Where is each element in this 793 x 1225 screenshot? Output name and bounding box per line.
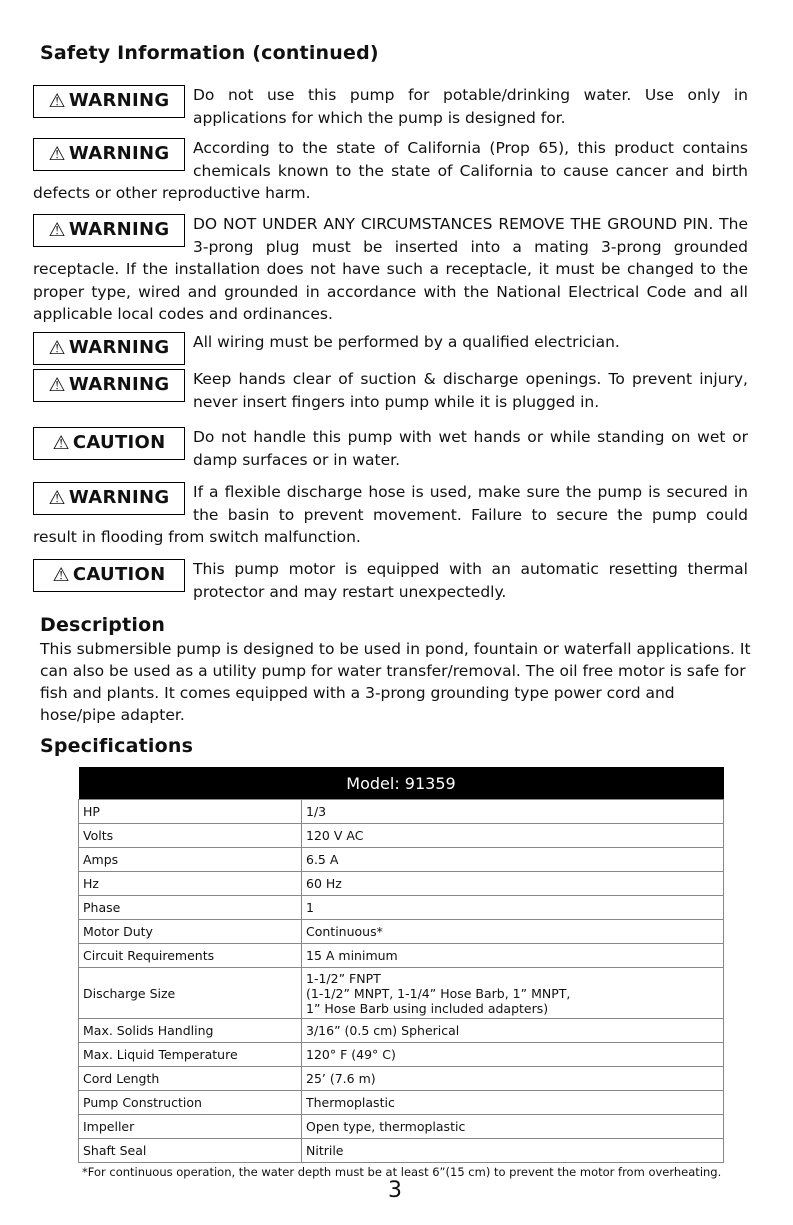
warning-flexible-hose — [33, 481, 748, 549]
spec-label: Amps — [79, 848, 302, 872]
notice-text: According to the state of California (Prop 65), this product contains chemicals known to the state of California to cause cancer and birth defects or other reproductive harm. — [33, 139, 748, 202]
table-row — [79, 944, 724, 968]
notice-text: All wiring must be performed by a qualified electrician. — [193, 333, 620, 351]
table-row — [79, 1019, 724, 1043]
table-row — [79, 896, 724, 920]
warning-triangle-icon: ⚠ — [48, 487, 66, 509]
caution-thermal-protector — [33, 558, 748, 603]
table-row — [79, 872, 724, 896]
warning-triangle-icon: ⚠ — [48, 143, 66, 165]
table-row — [79, 800, 724, 824]
warning-prop-65 — [33, 137, 748, 205]
warning-triangle-icon: ⚠ — [52, 564, 70, 586]
warning-badge: ⚠ WARNING — [33, 214, 185, 247]
table-row — [79, 824, 724, 848]
table-row — [79, 1091, 724, 1115]
notice-text: Keep hands clear of suction & discharge openings. To prevent injury, never insert fingers into pump while it is plugged in. — [193, 370, 748, 411]
warning-triangle-icon: ⚠ — [52, 432, 70, 454]
spec-value: 1 — [302, 896, 724, 920]
warning-badge: ⚠ WARNING — [33, 369, 185, 402]
spec-value-line: (1-1/2” MNPT, 1-1/4” Hose Barb, 1” MNPT, — [306, 985, 571, 1001]
notice-text: This pump motor is equipped with an automatic resetting thermal protector and may restart unexpectedly. — [193, 560, 748, 601]
table-row — [79, 920, 724, 944]
spec-value — [302, 968, 724, 1019]
footnote: *For continuous operation, the water depth must be at least 6”(15 cm) to prevent the motor from overheating. — [82, 1165, 722, 1179]
warning-badge: ⚠ WARNING — [33, 138, 185, 171]
spec-value: 25’ (7.6 m) — [302, 1067, 724, 1091]
spec-label: Discharge Size — [79, 968, 302, 1019]
warning-potable-water — [33, 84, 748, 129]
table-row — [79, 1043, 724, 1067]
safety-heading: Safety Information (continued) — [40, 42, 379, 64]
warning-triangle-icon: ⚠ — [48, 219, 66, 241]
spec-value: 60 Hz — [302, 872, 724, 896]
table-row — [79, 968, 724, 1019]
spec-label: Phase — [79, 896, 302, 920]
spec-value: Thermoplastic — [302, 1091, 724, 1115]
table-row — [79, 1139, 724, 1163]
warning-ground-pin — [33, 213, 748, 326]
notice-text: Do not handle this pump with wet hands or while standing on wet or damp surfaces or in water. — [193, 428, 748, 469]
spec-label: HP — [79, 800, 302, 824]
description-heading: Description — [40, 614, 166, 636]
spec-label: Max. Liquid Temperature — [79, 1043, 302, 1067]
page-number: 3 — [388, 1178, 402, 1203]
specifications-table — [78, 767, 724, 1163]
spec-value: Nitrile — [302, 1139, 724, 1163]
spec-value: 15 A minimum — [302, 944, 724, 968]
spec-value-line: 1-1/2” FNPT — [306, 970, 381, 986]
spec-value: Continuous* — [302, 920, 724, 944]
notice-text: If a flexible discharge hose is used, make sure the pump is secured in the basin to prevent movement. Failure to secure the pump could result in flooding from switch malfunction. — [33, 483, 748, 546]
spec-label: Circuit Requirements — [79, 944, 302, 968]
spec-label: Pump Construction — [79, 1091, 302, 1115]
caution-badge: ⚠ CAUTION — [33, 427, 185, 460]
spec-value-line: 1” Hose Barb using included adapters) — [306, 1000, 549, 1016]
model-header: Model: 91359 — [79, 767, 724, 800]
spec-label: Max. Solids Handling — [79, 1019, 302, 1043]
spec-value: Open type, thermoplastic — [302, 1115, 724, 1139]
warning-badge: ⚠ WARNING — [33, 332, 185, 365]
spec-label: Volts — [79, 824, 302, 848]
warning-triangle-icon: ⚠ — [48, 90, 66, 112]
spec-value: 120 V AC — [302, 824, 724, 848]
spec-label: Shaft Seal — [79, 1139, 302, 1163]
spec-value: 6.5 A — [302, 848, 724, 872]
warning-hands-clear — [33, 368, 748, 413]
warning-badge: ⚠ WARNING — [33, 85, 185, 118]
warning-triangle-icon: ⚠ — [48, 374, 66, 396]
warning-qualified-electrician — [33, 331, 748, 365]
table-row — [79, 1067, 724, 1091]
spec-value: 120° F (49° C) — [302, 1043, 724, 1067]
notice-text: Do not use this pump for potable/drinking water. Use only in applications for which the pump is designed for. — [193, 86, 748, 127]
spec-label: Impeller — [79, 1115, 302, 1139]
table-row — [79, 848, 724, 872]
warning-badge: ⚠ WARNING — [33, 482, 185, 515]
spec-label: Motor Duty — [79, 920, 302, 944]
warning-triangle-icon: ⚠ — [48, 337, 66, 359]
spec-value: 3/16” (0.5 cm) Spherical — [302, 1019, 724, 1043]
spec-value: 1/3 — [302, 800, 724, 824]
caution-badge: ⚠ CAUTION — [33, 559, 185, 592]
caution-wet-hands — [33, 426, 748, 471]
specifications-heading: Specifications — [40, 735, 194, 757]
spec-label: Hz — [79, 872, 302, 896]
notice-text: DO NOT UNDER ANY CIRCUMSTANCES REMOVE THE GROUND PIN. The 3-prong plug must be inserted into a mating 3-prong grounded receptacle. If the installation does not have such a receptacle, it must be changed to the proper type, wired and grounded in accordance with the National Electrical Code and all applicable local codes and ordinances. — [33, 215, 748, 323]
spec-label: Cord Length — [79, 1067, 302, 1091]
table-row — [79, 1115, 724, 1139]
description-text: This submersible pump is designed to be used in pond, fountain or waterfall applications. It can also be used as a utility pump for water transfer/removal. The oil free motor is safe for fish and plants. It comes equipped with a 3-prong grounding type power cord and hose/pipe adapter. — [40, 640, 751, 724]
